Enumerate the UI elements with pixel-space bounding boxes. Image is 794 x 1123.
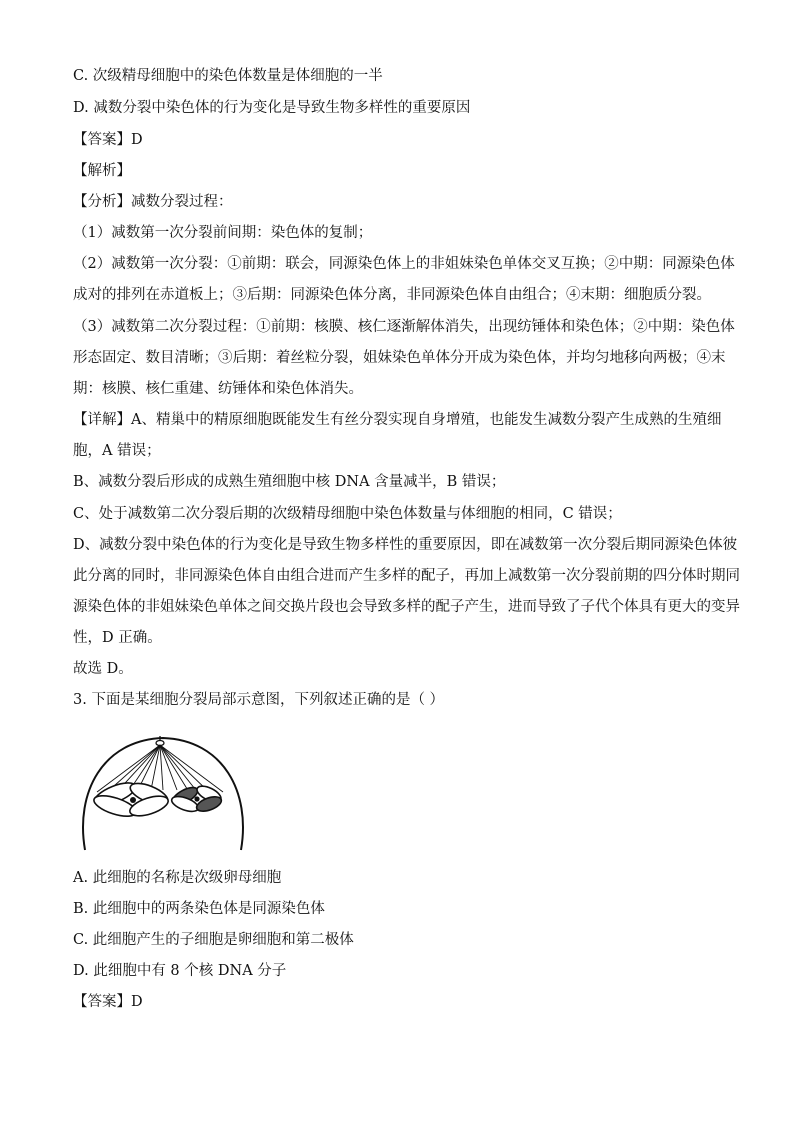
detail-a-line-1: 【详解】A、精巢中的精原细胞既能发生有丝分裂实现自身增殖，也能发生减数分裂产生成熟的生殖细 <box>73 412 722 428</box>
answer-label: 【答案】D <box>73 132 143 148</box>
conclusion: 故选 D。 <box>73 661 133 677</box>
analysis-step-3-line-1: （3）减数第二次分裂过程：①前期：核膜、核仁逐渐解体消失，出现纺锤体和染色体；②中期：染色体 <box>73 319 735 335</box>
detail-a-line-2: 胞，A 错误； <box>73 443 161 459</box>
q3-option-a: A. 此细胞的名称是次级卵母细胞 <box>73 870 282 886</box>
analysis-heading: 【分析】减数分裂过程： <box>73 194 233 210</box>
q3-option-d: D. 此细胞中有 8 个核 DNA 分子 <box>73 963 287 979</box>
option-c: C. 次级精母细胞中的染色体数量是体细胞的一半 <box>73 68 383 84</box>
analysis-step-2-line-2: 成对的排列在赤道板上；③后期：同源染色体分离，非同源染色体自由组合；④末期：细胞质分裂。 <box>73 287 711 303</box>
analysis-step-1: （1）减数第一次分裂前间期：染色体的复制； <box>73 225 373 241</box>
detail-d-line-4: 性，D 正确。 <box>73 630 162 646</box>
cell-division-diagram <box>73 732 253 852</box>
q3-option-b: B. 此细胞中的两条染色体是同源染色体 <box>73 901 325 917</box>
q3-option-c: C. 此细胞产生的子细胞是卵细胞和第二极体 <box>73 932 354 948</box>
analysis-label: 【解析】 <box>73 163 131 179</box>
q3-answer: 【答案】D <box>73 994 143 1010</box>
analysis-step-2-line-1: （2）减数第一次分裂：①前期：联会，同源染色体上的非姐妹染色单体交叉互换；②中期：同源染色体 <box>73 256 735 272</box>
analysis-step-3-line-3: 期：核膜、核仁重建、纺锤体和染色体消失。 <box>73 381 363 397</box>
detail-d-line-3: 源染色体的非姐妹染色单体之间交换片段也会导致多样的配子产生，进而导致了子代个体具有更大的变异 <box>73 599 740 615</box>
detail-b: B、减数分裂后形成的成熟生殖细胞中核 DNA 含量减半，B 错误； <box>73 474 506 490</box>
detail-d-line-1: D、减数分裂中染色体的行为变化是导致生物多样性的重要原因，即在减数第一次分裂后期同源染色体彼 <box>73 537 738 553</box>
detail-d-line-2: 此分离的同时，非同源染色体自由组合进而产生多样的配子，再加上减数第一次分裂前期的四分体时期同 <box>73 568 740 584</box>
analysis-step-3-line-2: 形态固定、数目清晰；③后期：着丝粒分裂，姐妹染色单体分开成为染色体，并均匀地移向两极；④末 <box>73 350 726 366</box>
detail-c: C、处于减数第二次分裂后期的次级精母细胞中染色体数量与体细胞的相同，C 错误； <box>73 506 622 522</box>
option-d: D. 减数分裂中染色体的行为变化是导致生物多样性的重要原因 <box>73 100 471 116</box>
question-3: 3. 下面是某细胞分裂局部示意图，下列叙述正确的是（ ） <box>73 692 445 708</box>
